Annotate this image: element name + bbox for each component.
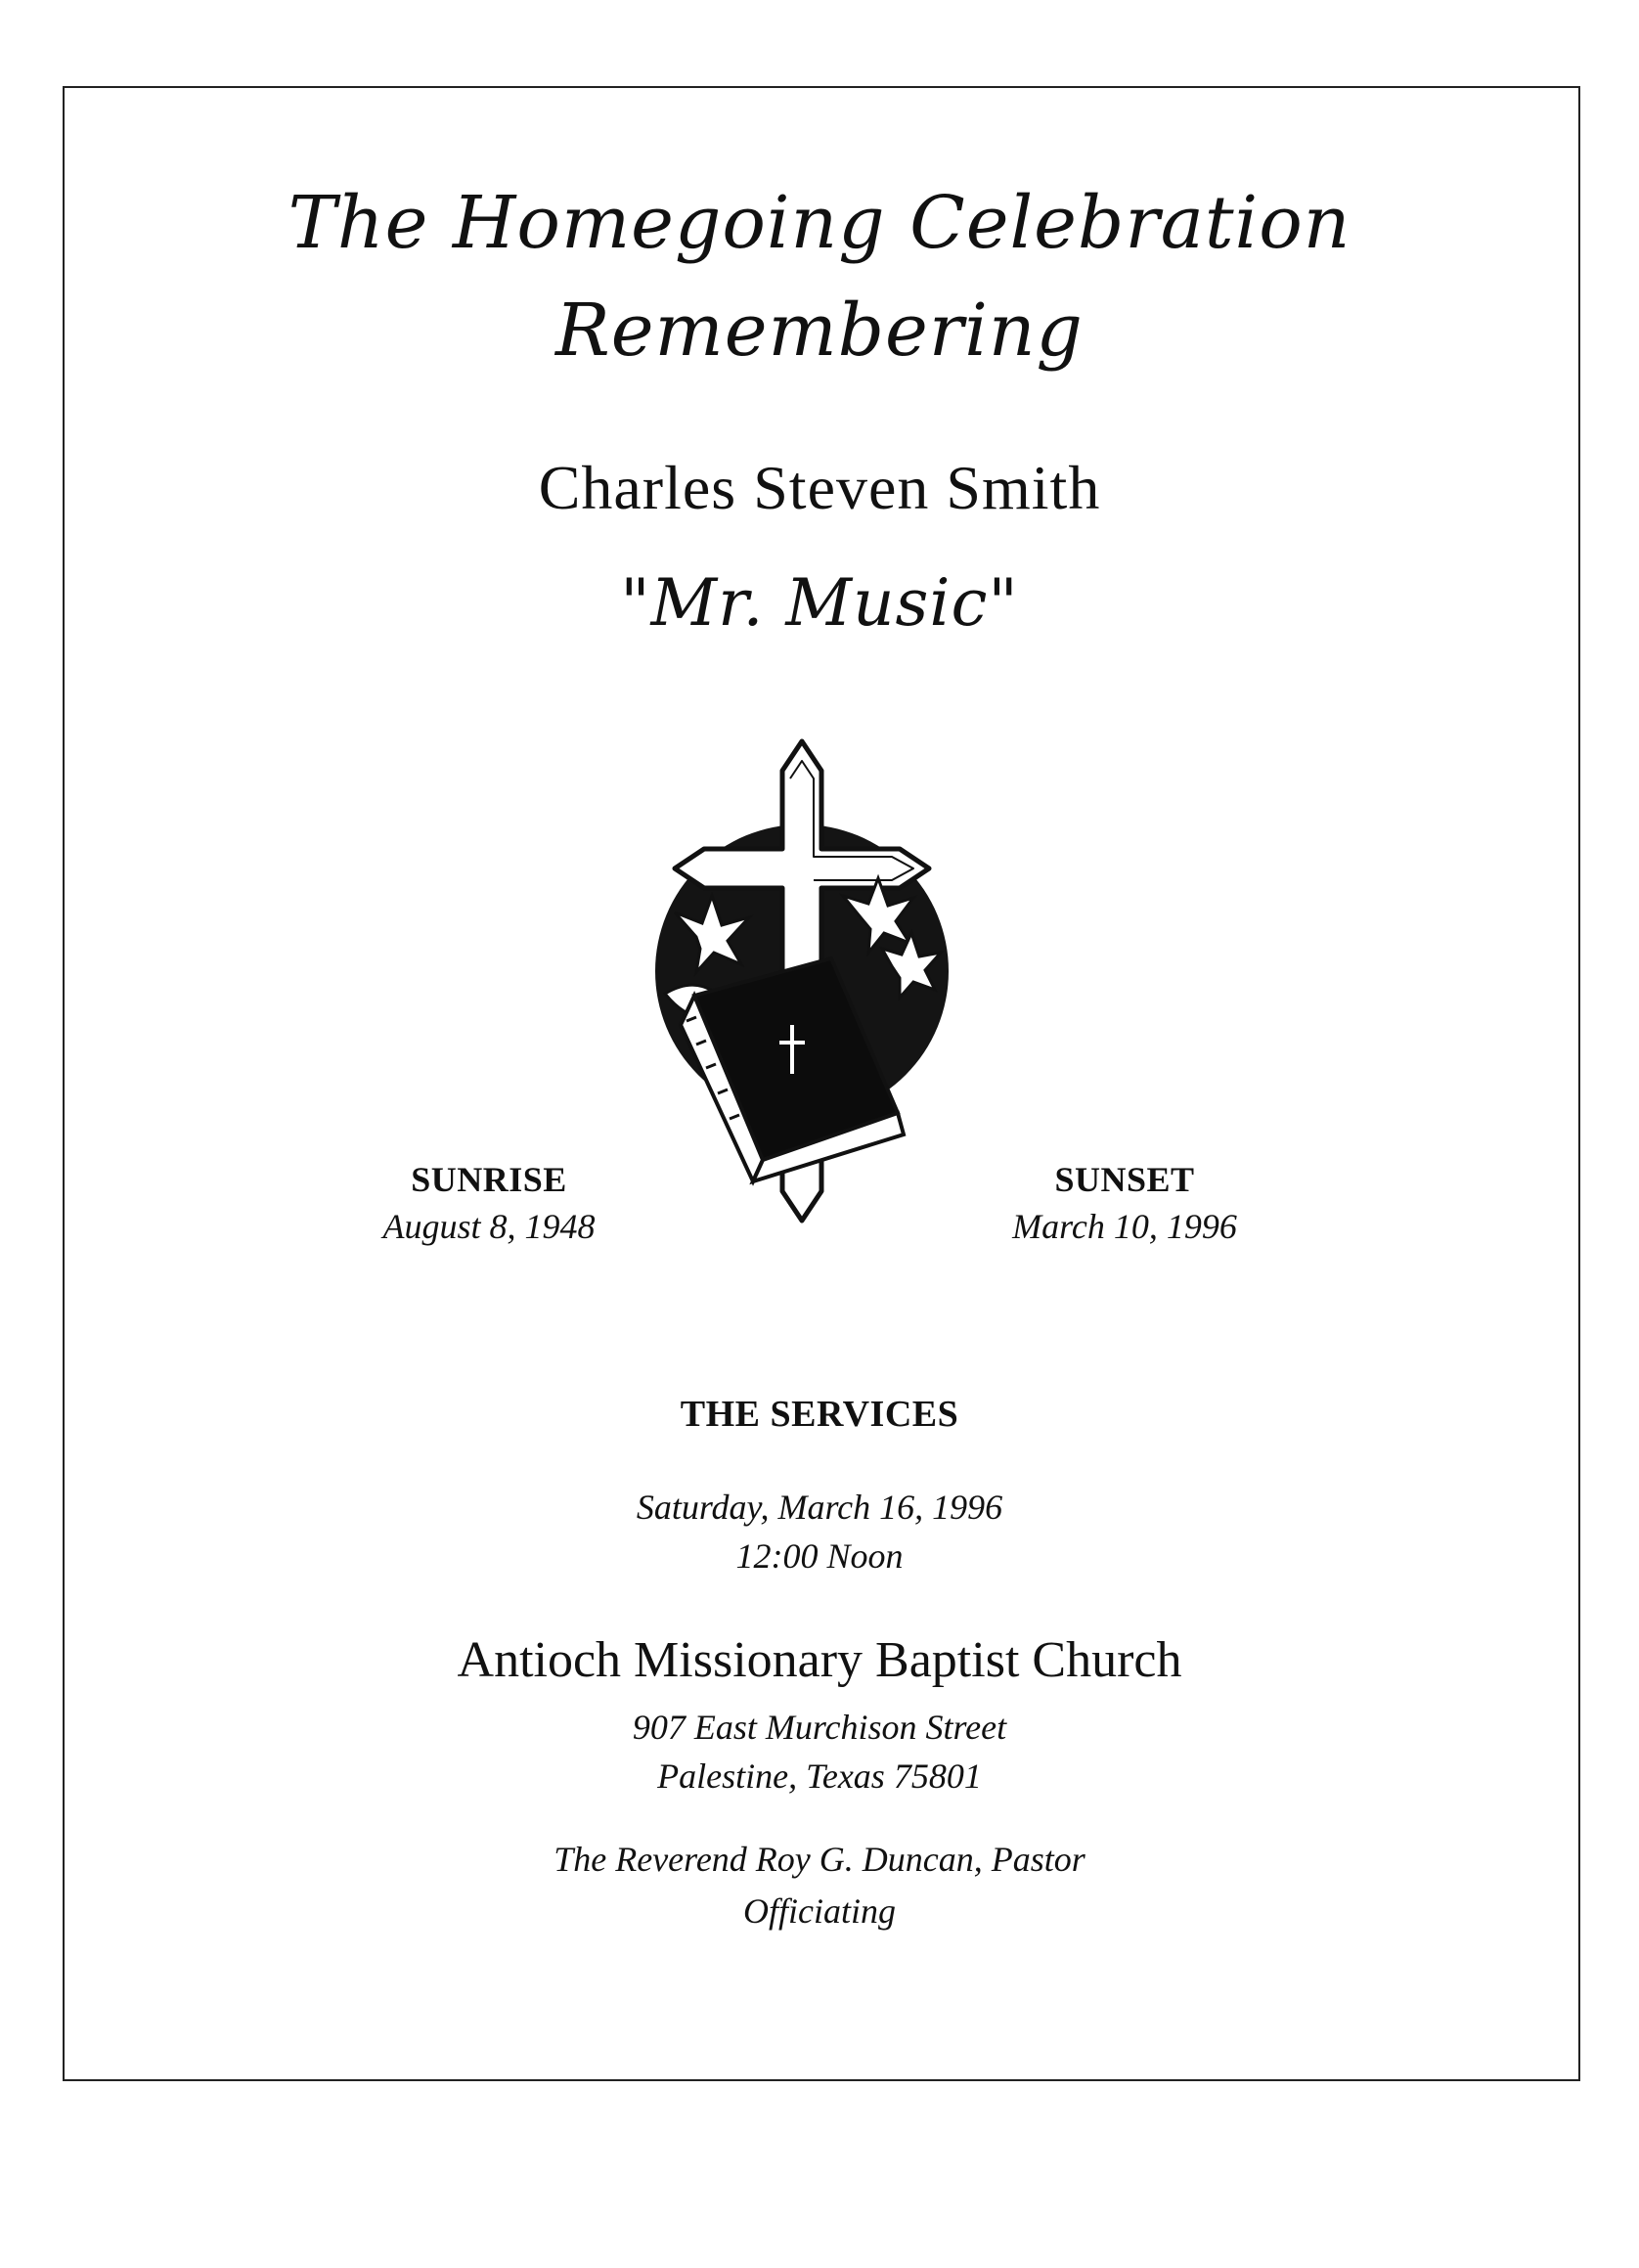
officiant-line: The Reverend Roy G. Duncan, Pastor xyxy=(554,1840,1085,1879)
sunrise-label: SUNRISE xyxy=(411,1160,567,1199)
deceased-nickname: "Mr. Music" xyxy=(620,565,1019,641)
church-city: Palestine, Texas 75801 xyxy=(657,1757,982,1796)
sunrise-block xyxy=(323,1159,655,1247)
sunset-label: SUNSET xyxy=(1054,1160,1195,1199)
cross-bible-emblem xyxy=(636,732,968,1240)
service-time: 12:00 Noon xyxy=(735,1536,904,1576)
sunset-block xyxy=(958,1159,1291,1247)
sunrise-date: August 8, 1948 xyxy=(382,1207,596,1246)
services-heading: THE SERVICES xyxy=(680,1394,959,1435)
title-line-1: The Homegoing Celebration xyxy=(288,181,1351,265)
church-name: Antioch Missionary Baptist Church xyxy=(457,1632,1182,1688)
church-street: 907 East Murchison Street xyxy=(632,1708,1007,1747)
title-line-2: Remembering xyxy=(555,289,1084,373)
deceased-name: Charles Steven Smith xyxy=(538,453,1101,522)
service-date: Saturday, March 16, 1996 xyxy=(636,1488,1003,1527)
officiant-role: Officiating xyxy=(743,1891,896,1931)
sunset-date: March 10, 1996 xyxy=(1012,1207,1237,1246)
